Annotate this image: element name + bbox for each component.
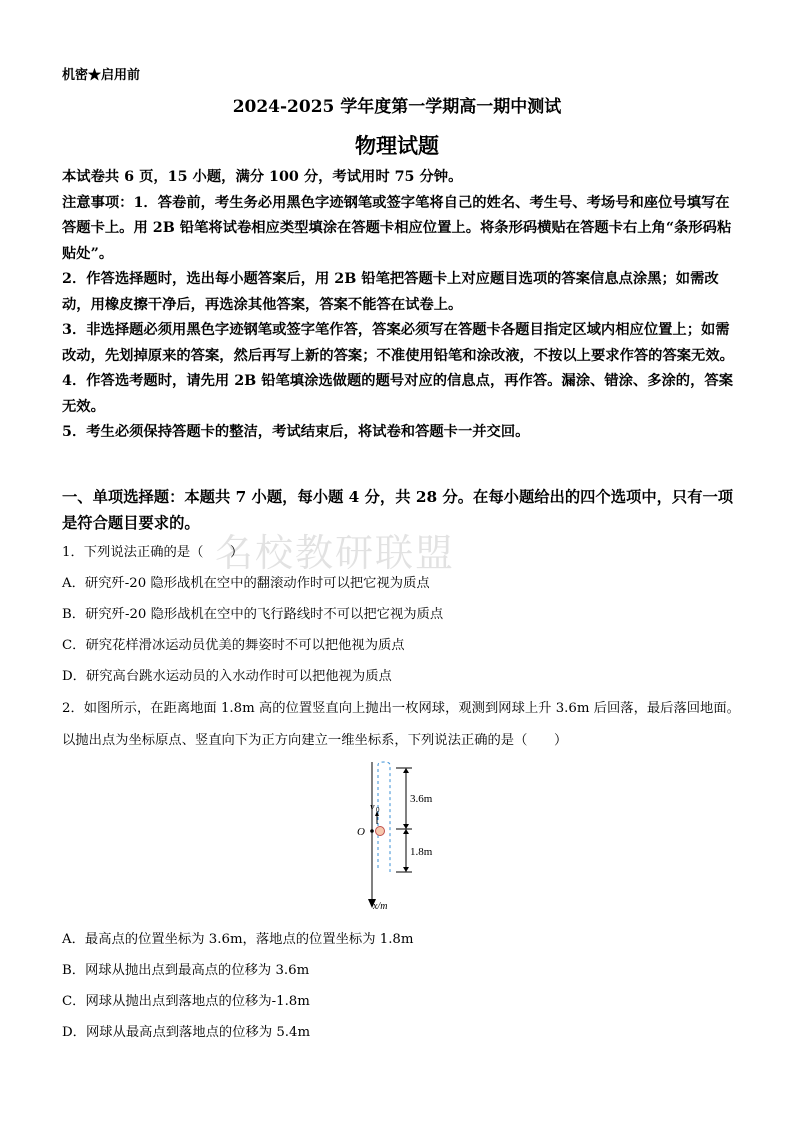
subject-title: 物理试题 [355,133,439,158]
question-1-option-c: C．研究花样滑冰运动员优美的舞姿时不可以把他视为质点 [62,638,405,653]
question-2-option-a: A．最高点的位置坐标为 3.6m，落地点的位置坐标为 1.8m [62,932,414,947]
question-2-stem-line-1: 2．如图所示，在距离地面 1.8m 高的位置竖直向上抛出一枚网球，观测到网球上升 3.6m 后回落，最后落回地面。 [62,701,740,716]
question-1-option-d: D．研究高台跳水运动员的入水动作时可以把他视为质点 [62,669,392,684]
dimension-down-arrow-top [403,829,409,834]
dimension-up-arrow-bottom [403,824,409,829]
origin-label: O [357,826,365,838]
question-1-option-b: B．研究歼-20 隐形战机在空中的飞行路线时不可以把它视为质点 [62,607,444,622]
dimension-up-arrow-top [403,768,409,773]
ball-trajectory [378,762,390,872]
ball-icon [376,827,385,836]
section-heading: 一、单项选择题：本题共 7 小题，每小题 4 分，共 28 分。在每小题给出的四个选项中，只有一项是符合题目要求的。 [62,488,734,532]
question-2-option-d: D．网球从最高点到落地点的位移为 5.4m [62,1025,311,1040]
question-2-figure [340,760,460,915]
confidential-label: 机密★启用前 [62,68,141,83]
instruction-item-2: 2．作答选择题时，选出每小题答案后，用 2B 铅笔把答题卡上对应题目选项的答案信息点涂黑；如需改动，用橡皮擦干净后，再选涂其他答案，答案不能答在试卷上。 [62,271,719,313]
velocity-label: v [370,802,375,813]
axis-label: x/m [373,901,388,912]
instruction-item-3: 3．非选择题必须用黑色字迹钢笔或签字笔作答，答案必须写在答题卡各题目指定区域内相应位置上；如需改动，先划掉原来的答案，然后再写上新的答案；不准使用铅笔和涂改液，不按以上要求作答的答案无效。 [62,322,734,364]
exam-title: 2024-2025 学年度第一学期高一期中测试 [232,97,562,117]
height-down-label: 1.8m [410,846,433,858]
height-up-label: 3.6m [410,793,433,805]
instruction-item-1: 注意事项：1．答卷前，考生务必用黑色字迹钢笔或签字笔将自己的姓名、考生号、考场号和座位号填写在答题卡上。用 2B 铅笔将试卷相应类型填涂在答题卡相应位置上。将条形码横贴在答题卡右上角“条形码粘贴处”。 [62,194,732,262]
question-2-stem-line-2: 以抛出点为坐标原点、竖直向下为正方向建立一维坐标系，下列说法正确的是（ ） [62,733,568,748]
exam-instructions [62,165,738,446]
watermark: 名校教研联盟 [215,531,456,575]
question-2-option-b: B．网球从抛出点到最高点的位移为 3.6m [62,963,310,978]
dimension-down-arrow-bottom [403,867,409,872]
exam-summary: 本试卷共 6 页，15 小题，满分 100 分，考试用时 75 分钟。 [62,169,463,185]
question-1-option-a: A．研究歼-20 隐形战机在空中的翻滚动作时可以把它视为质点 [62,576,430,591]
question-1-stem: 1．下列说法正确的是（ ） [62,545,244,560]
instruction-item-4: 4．作答选考题时，请先用 2B 铅笔填涂选做题的题号对应的信息点，再作答。漏涂、错涂、多涂的，答案无效。 [62,373,733,415]
question-2-option-c: C．网球从抛出点到落地点的位移为-1.8m [62,994,310,1009]
origin-dot [370,829,374,833]
velocity-subscript: 0 [376,806,380,814]
instruction-item-5: 5．考生必须保持答题卡的整洁，考试结束后，将试卷和答题卡一并交回。 [62,424,530,440]
